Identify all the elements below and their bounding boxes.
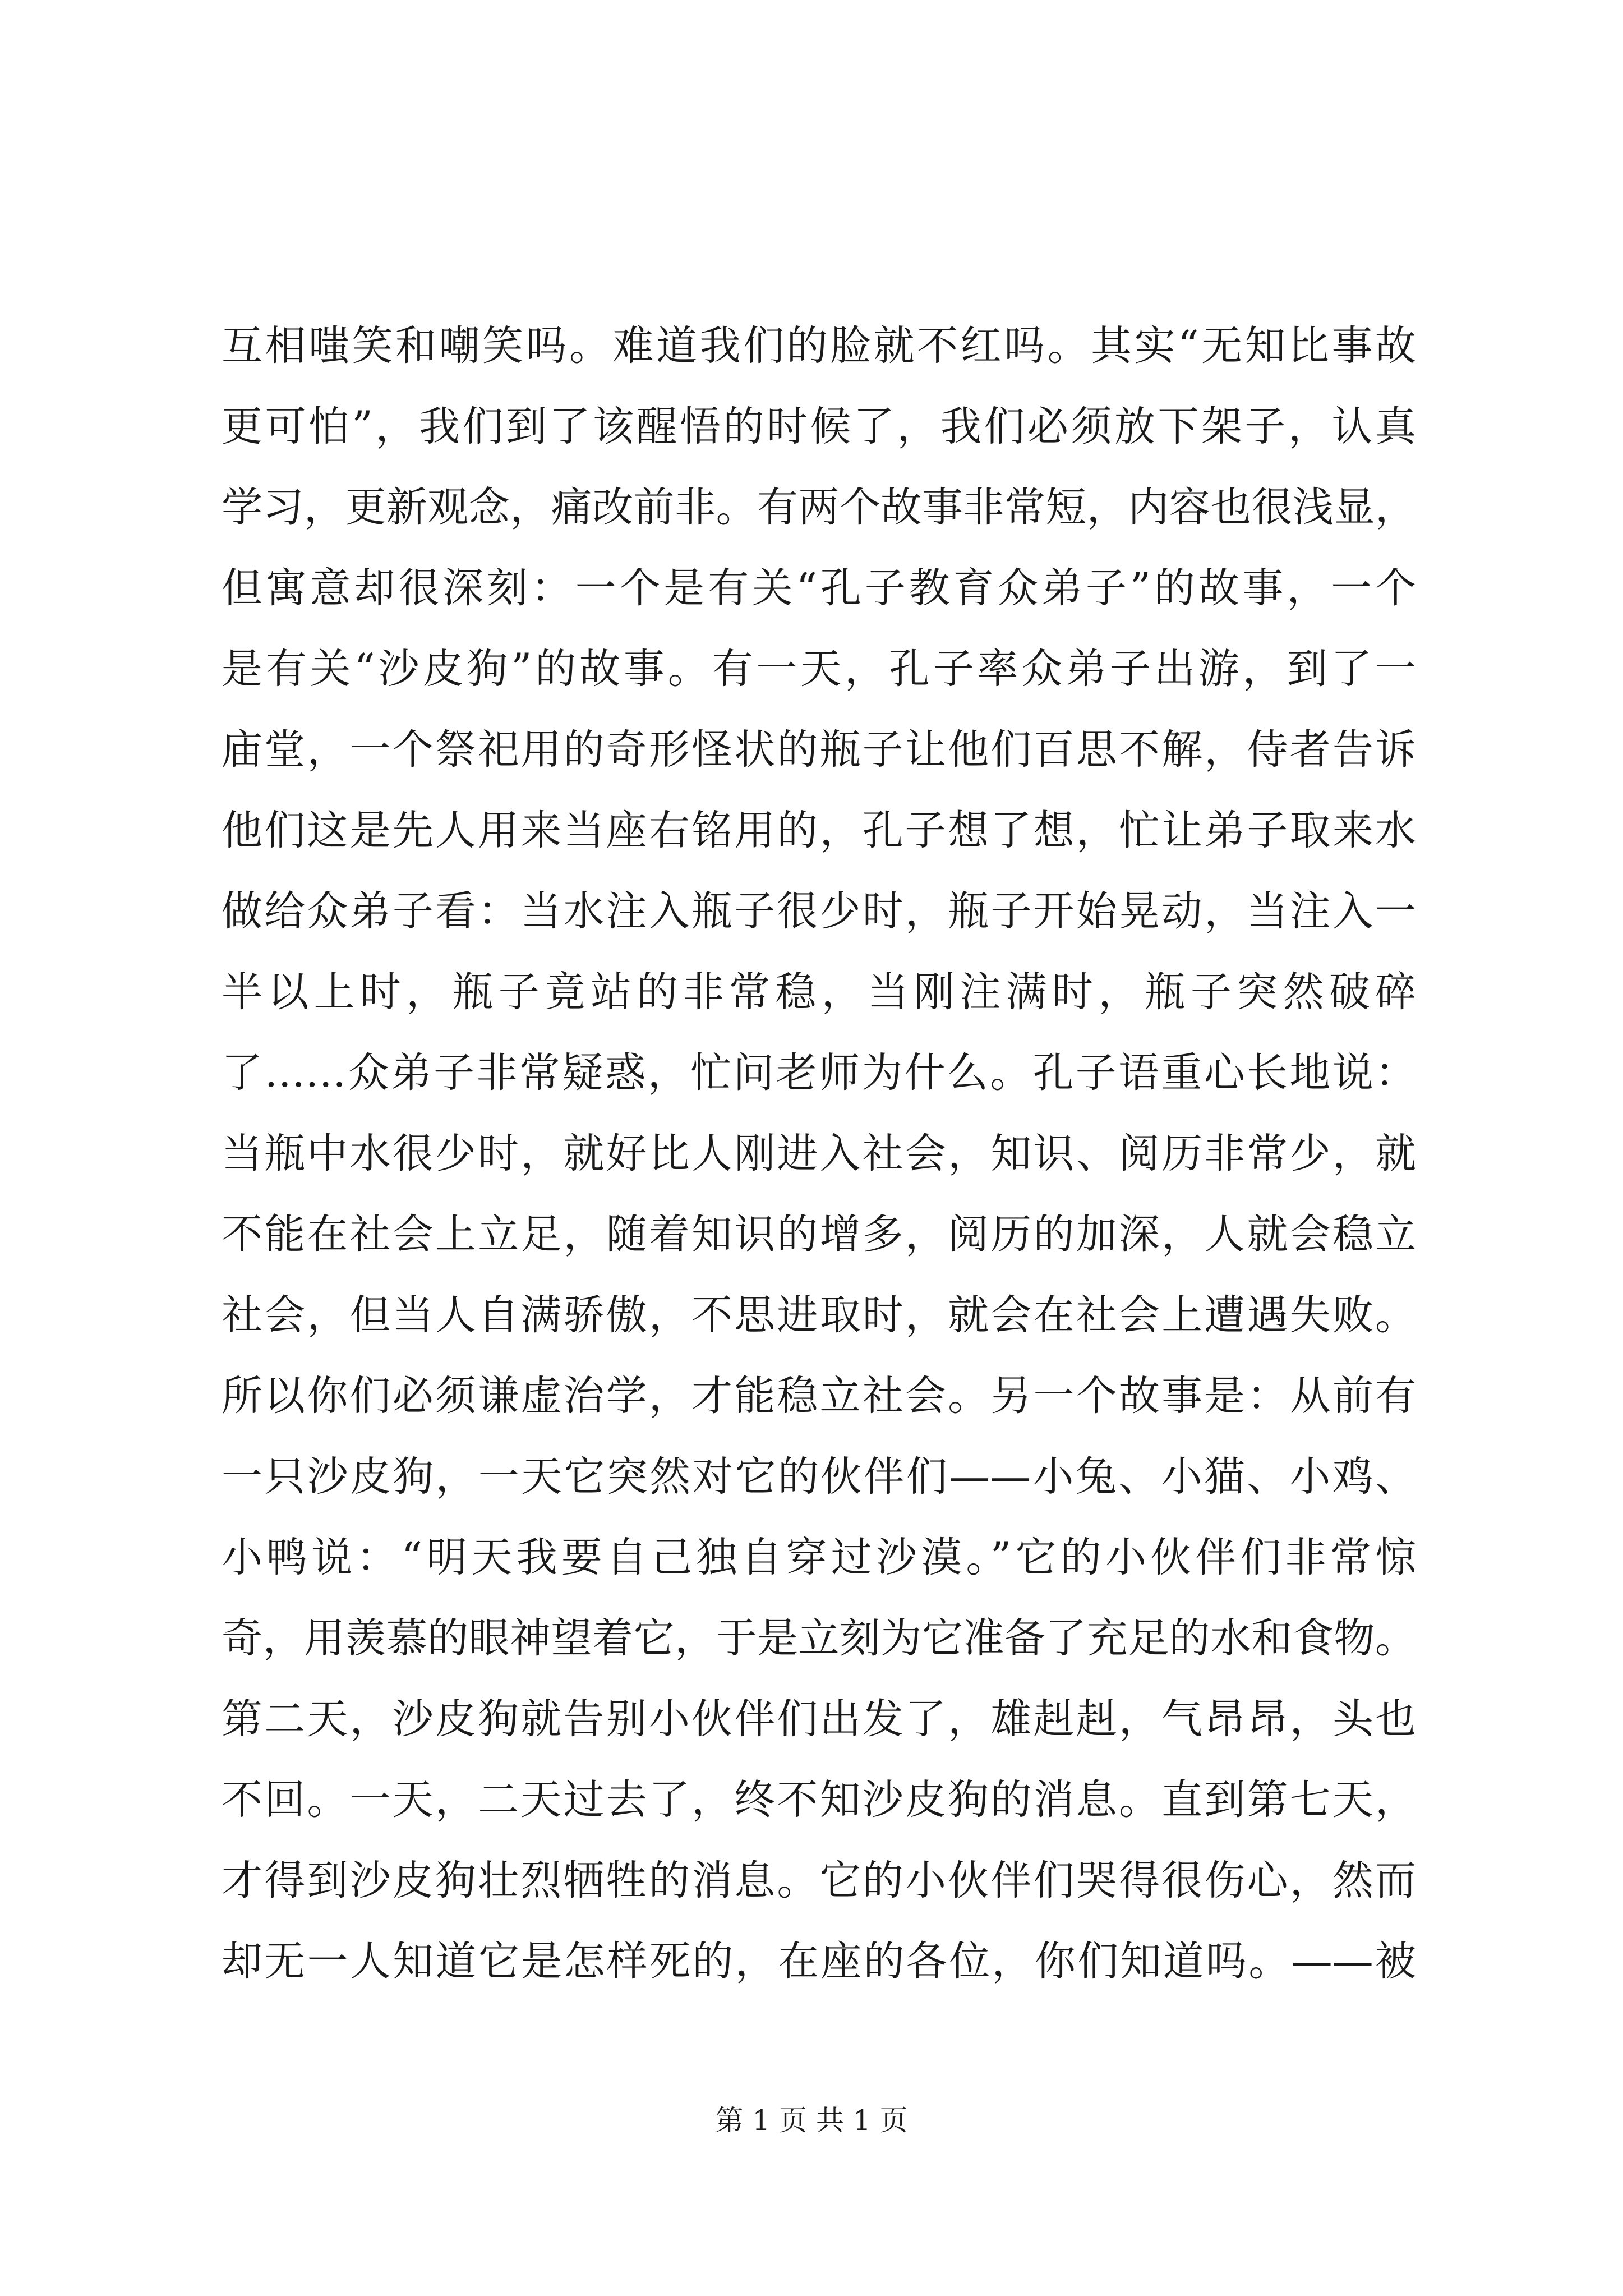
text-line: 庙堂，一个祭祀用的奇形怪状的瓶子让他们百思不解，侍者告诉 bbox=[222, 726, 1416, 774]
text-line: 第二天，沙皮狗就告别小伙伴们出发了，雄赳赳，气昂昂，头也 bbox=[222, 1695, 1416, 1743]
text-line: 但寓意却很深刻：一个是有关“孔子教育众弟子”的故事，一个 bbox=[222, 564, 1416, 612]
text-line: 做给众弟子看：当水注入瓶子很少时，瓶子开始晃动，当注入一 bbox=[222, 887, 1416, 935]
body-text bbox=[222, 306, 1416, 2002]
text-line: 不回。一天，二天过去了，终不知沙皮狗的消息。直到第七天， bbox=[222, 1776, 1416, 1824]
text-line: 半以上时，瓶子竟站的非常稳，当刚注满时，瓶子突然破碎 bbox=[222, 968, 1416, 1016]
text-line: 才得到沙皮狗壮烈牺牲的消息。它的小伙伴们哭得很伤心，然而 bbox=[222, 1857, 1416, 1904]
text-line: 奇，用羡慕的眼神望着它，于是立刻为它准备了充足的水和食物。 bbox=[222, 1614, 1416, 1662]
text-line: 学习，更新观念，痛改前非。有两个故事非常短，内容也很浅显， bbox=[222, 484, 1416, 531]
text-line: 所以你们必须谦虚治学，才能稳立社会。另一个故事是：从前有 bbox=[222, 1372, 1416, 1420]
text-line: 小鸭说：“明天我要自己独自穿过沙漠。”它的小伙伴们非常惊 bbox=[222, 1534, 1416, 1581]
text-line: 互相嗤笑和嘲笑吗。难道我们的脸就不红吗。其实“无知比事故 bbox=[222, 322, 1416, 370]
text-line: 更可怕”，我们到了该醒悟的时候了，我们必须放下架子，认真 bbox=[222, 403, 1416, 450]
text-line: 却无一人知道它是怎样死的，在座的各位，你们知道吗。——被 bbox=[222, 1938, 1416, 1985]
text-line: 是有关“沙皮狗”的故事。有一天，孔子率众弟子出游，到了一 bbox=[222, 645, 1416, 693]
page-footer: 第 1 页 共 1 页 bbox=[715, 2104, 908, 2137]
text-line: 不能在社会上立足，随着知识的增多，阅历的加深，人就会稳立 bbox=[222, 1211, 1416, 1258]
text-line: 了……众弟子非常疑惑，忙问老师为什么。孔子语重心长地说： bbox=[222, 1049, 1416, 1097]
text-line: 当瓶中水很少时，就好比人刚进入社会，知识、阅历非常少，就 bbox=[222, 1130, 1416, 1177]
text-line: 社会，但当人自满骄傲，不思进取时，就会在社会上遭遇失败。 bbox=[222, 1291, 1416, 1339]
text-line: 他们这是先人用来当座右铭用的，孔子想了想，忙让弟子取来水 bbox=[222, 807, 1416, 854]
text-line: 一只沙皮狗，一天它突然对它的伙伴们——小兔、小猫、小鸡、 bbox=[222, 1453, 1416, 1501]
